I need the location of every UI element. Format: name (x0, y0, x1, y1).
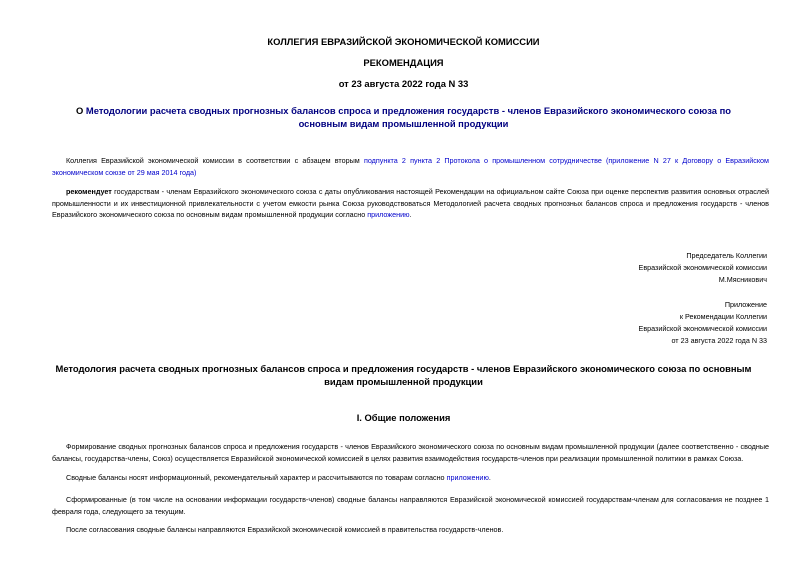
doc-date-number: от 23 августа 2022 года N 33 (338, 78, 469, 89)
intro-paragraph-1 (52, 155, 769, 178)
methodology-p4-text: После согласования сводные балансы направляются Евразийской экономической комиссией в правительства государств-членов. (66, 525, 504, 534)
signature-line-3: М.Мясникович (718, 275, 767, 284)
intro-paragraph-2 (52, 186, 769, 221)
protocol-link[interactable]: подпункта 2 пункта 2 Протокола о промышленном сотрудничестве (приложение N 27 к Договору о Евразийском экономическом союзе от 29 мая 2014 года) (52, 156, 770, 177)
signature-block (507, 250, 767, 286)
methodology-p3-text: Сформированные (в том числе на основании информации государств-членов) сводные балансы направляются Евразийской экономической комиссией государствам-членам для согласования не позднее 1 февраля года, следующего за текущим. (52, 495, 769, 516)
annex-link-2[interactable]: приложению (446, 473, 489, 482)
signature-line-1: Председатель Коллегии (686, 251, 767, 260)
methodology-p2-text: Сводные балансы носят информационный, рекомендательный характер и рассчитываются по товарам согласно (66, 473, 447, 482)
annex-line-4: от 23 августа 2022 года N 33 (671, 336, 767, 345)
intro-p1-text: Коллегия Евразийской экономической комиссии в соответствии с абзацем вторым (66, 156, 364, 165)
methodology-paragraph-4 (52, 524, 769, 536)
methodology-p1-text: Формирование сводных прогнозных балансов спроса и предложения государств - членов Евразийского экономического союза по основным видам промышленной продукции (далее соответственно - сводные балансы, государства-члены, Союз) осуществляется Евразийской экономической комиссией в целях развития взаимодействия государств-членов при реализации промышленной политики в рамках Союза. (52, 442, 769, 463)
recommends-bold: рекомендует (66, 187, 112, 196)
annex-line-1: Приложение (724, 300, 767, 309)
intro-p2-text: государствам - членам Евразийского экономического союза с даты опубликования настоящей Рекомендации на официальном сайте Союза при оценке перспектив развития основных отраслей промышленности и их инвестиционной привлекательности с учетом емкости рынка Союза руководствоваться Методологией расчета сводных прогнозных балансов спроса и предложения государств - членов Евразийского экономического союза по основным видам промышленной продукции согласно (52, 187, 769, 220)
intro-p2-end: . (409, 210, 412, 220)
methodology-paragraph-1 (52, 441, 769, 464)
methodology-title: Методология расчета сводных прогнозных балансов спроса и предложения государств - членов Евразийского экономического союза по основным видам промышленной продукции (55, 363, 752, 387)
section-1-heading: I. Общие положения (356, 412, 451, 423)
annex-line-3: Евразийской экономической комиссии (638, 324, 767, 333)
title-prefix: О (76, 105, 86, 116)
doc-title (52, 104, 755, 130)
doc-type-heading: РЕКОМЕНДАЦИЯ (363, 57, 444, 68)
title-link[interactable]: Методологии расчета сводных прогнозных балансов спроса и предложения государств - членов Евразийского экономического союза по основным видам промышленной продукции (85, 105, 731, 129)
methodology-paragraph-2 (52, 472, 769, 484)
signature-line-2: Евразийской экономической комиссии (638, 263, 767, 272)
annex-line-2: к Рекомендации Коллегии (679, 312, 767, 321)
methodology-p2-end: . (488, 473, 491, 482)
annex-block (507, 299, 767, 347)
annex-link-1[interactable]: приложению (367, 210, 410, 220)
methodology-paragraph-3 (52, 494, 769, 517)
org-heading: КОЛЛЕГИЯ ЕВРАЗИЙСКОЙ ЭКОНОМИЧЕСКОЙ КОМИССИИ (267, 36, 540, 47)
